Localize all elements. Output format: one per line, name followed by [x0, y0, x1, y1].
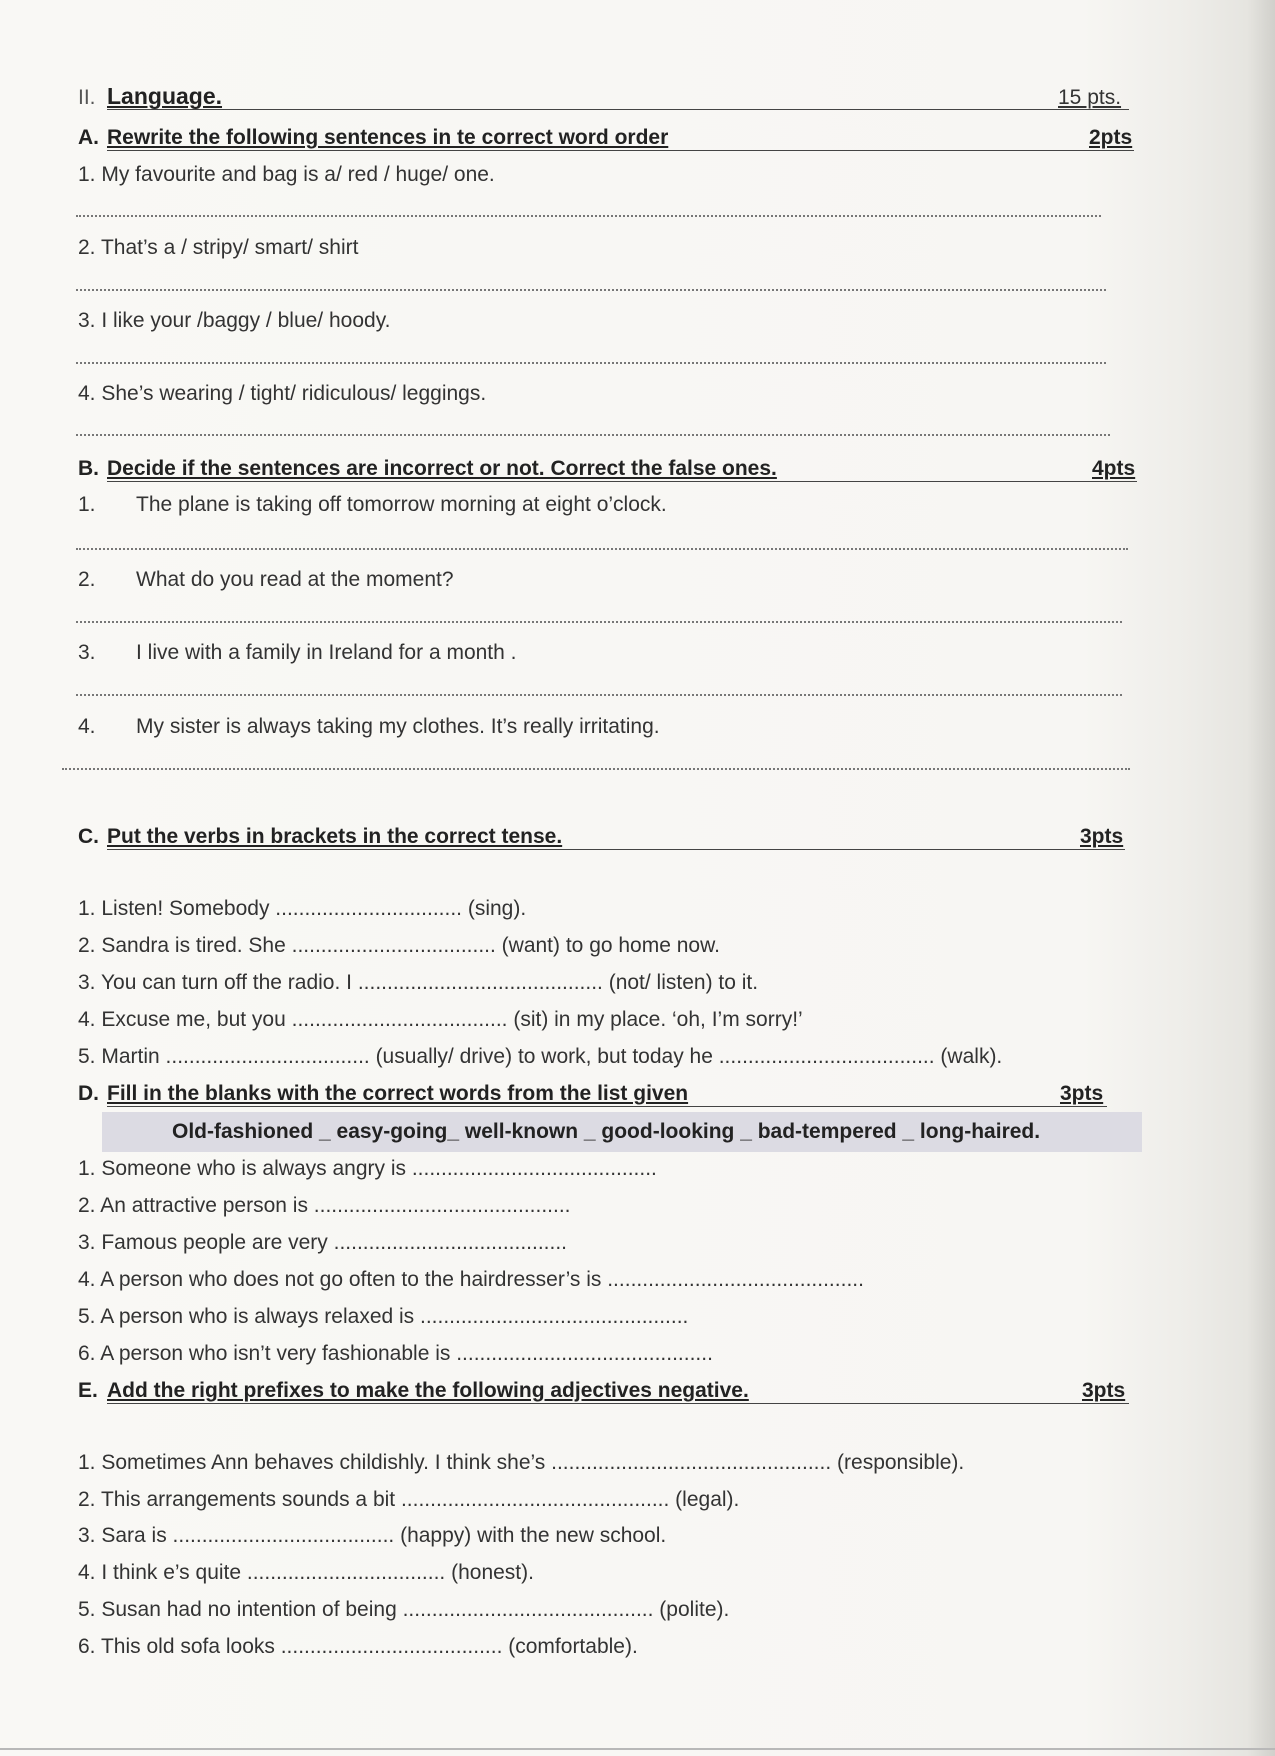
part-b-item-3: I live with a family in Ireland for a month . — [136, 641, 517, 664]
answer-line-b1 — [76, 548, 1128, 550]
part-d-rule — [107, 1106, 1107, 1107]
part-a-heading: Rewrite the following sentences in te correct word order — [107, 126, 669, 149]
part-b-item-2: What do you read at the moment? — [136, 568, 454, 591]
part-e-item-1: 1. Sometimes Ann behaves childishly. I think she’s ................................................ (responsible). — [78, 1451, 965, 1474]
part-e-letter: E. — [78, 1379, 98, 1402]
section-title: Language. — [107, 83, 223, 109]
part-b-letter: B. — [78, 457, 99, 480]
part-e-heading: Add the right prefixes to make the following adjectives negative. — [107, 1379, 749, 1402]
part-c-heading: Put the verbs in brackets in the correct tense. — [107, 825, 563, 848]
part-d-letter: D. — [78, 1082, 99, 1105]
part-c-letter: C. — [78, 825, 99, 848]
part-b-item-2-num: 2. — [78, 568, 96, 591]
part-c-item-3: 3. You can turn off the radio. I .......................................... (not/ listen) to it. — [78, 971, 759, 994]
page-bottom-rule — [0, 1748, 1275, 1750]
part-e-item-2: 2. This arrangements sounds a bit .............................................. (legal). — [78, 1488, 740, 1511]
part-a-item-3: 3. I like your /baggy / blue/ hoody. — [78, 309, 391, 332]
scan-edge-shadow — [1247, 0, 1275, 1756]
part-e-item-4: 4. I think e’s quite .................................. (honest). — [78, 1561, 534, 1584]
answer-line-b3 — [76, 694, 1122, 696]
part-e-points: 3pts — [1082, 1379, 1126, 1402]
part-d-heading: Fill in the blanks with the correct words from the list given — [107, 1082, 689, 1105]
section-points: 15 pts. — [1058, 86, 1122, 109]
part-a-rule — [107, 150, 1134, 151]
section-number: II. — [78, 86, 96, 109]
part-d-item-4: 4. A person who does not go often to the hairdresser’s is ............................................ — [78, 1268, 864, 1291]
answer-line-a3 — [76, 362, 1106, 364]
part-b-item-1-num: 1. — [78, 493, 96, 516]
answer-line-b2 — [76, 621, 1122, 623]
part-a-item-1: 1. My favourite and bag is a/ red / huge/ one. — [78, 163, 495, 186]
part-b-item-4: My sister is always taking my clothes. It’s really irritating. — [136, 715, 660, 738]
part-b-heading: Decide if the sentences are incorrect or not. Correct the false ones. — [107, 457, 777, 480]
part-b-item-3-num: 3. — [78, 641, 96, 664]
answer-line-a2 — [76, 289, 1106, 291]
section-header-rule — [107, 109, 1129, 110]
answer-line-b4 — [62, 768, 1130, 770]
part-a-points: 2pts — [1089, 126, 1133, 149]
word-list: Old-fashioned _ easy-going_ well-known _ good-looking _ bad-tempered _ long-haired. — [172, 1120, 1041, 1143]
part-c-item-5: 5. Martin ................................... (usually/ drive) to work, but today he ..................................... (walk). — [78, 1045, 1003, 1068]
part-c-item-2: 2. Sandra is tired. She ................................... (want) to go home now. — [78, 934, 720, 957]
part-c-points: 3pts — [1080, 825, 1124, 848]
part-b-points: 4pts — [1092, 457, 1136, 480]
part-e-rule — [107, 1403, 1129, 1404]
answer-line-a1 — [76, 215, 1101, 217]
part-d-item-3: 3. Famous people are very ........................................ — [78, 1231, 568, 1254]
part-c-rule — [107, 849, 1125, 850]
part-a-item-4: 4. She’s wearing / tight/ ridiculous/ leggings. — [78, 382, 487, 405]
part-d-points: 3pts — [1060, 1082, 1104, 1105]
part-d-item-5: 5. A person who is always relaxed is .............................................. — [78, 1305, 689, 1328]
part-e-item-6: 6. This old sofa looks ...................................... (comfortable). — [78, 1635, 638, 1658]
part-b-item-1: The plane is taking off tomorrow morning at eight o’clock. — [136, 493, 667, 516]
part-b-rule — [107, 481, 1137, 482]
part-c-item-4: 4. Excuse me, but you ..................................... (sit) in my place. ‘oh, I’m sorry!’ — [78, 1008, 803, 1031]
part-d-item-2: 2. An attractive person is ............................................ — [78, 1194, 571, 1217]
part-b-item-4-num: 4. — [78, 715, 96, 738]
part-e-item-3: 3. Sara is ...................................... (happy) with the new school. — [78, 1524, 667, 1547]
part-d-item-6: 6. A person who isn’t very fashionable is ............................................ — [78, 1342, 713, 1365]
part-a-letter: A. — [78, 126, 99, 149]
part-d-item-1: 1. Someone who is always angry is .......................................... — [78, 1157, 657, 1180]
answer-line-a4 — [76, 434, 1110, 436]
part-e-item-5: 5. Susan had no intention of being ........................................... (polite). — [78, 1598, 730, 1621]
part-a-item-2: 2. That’s a / stripy/ smart/ shirt — [78, 236, 359, 259]
part-c-item-1: 1. Listen! Somebody ................................ (sing). — [78, 897, 527, 920]
